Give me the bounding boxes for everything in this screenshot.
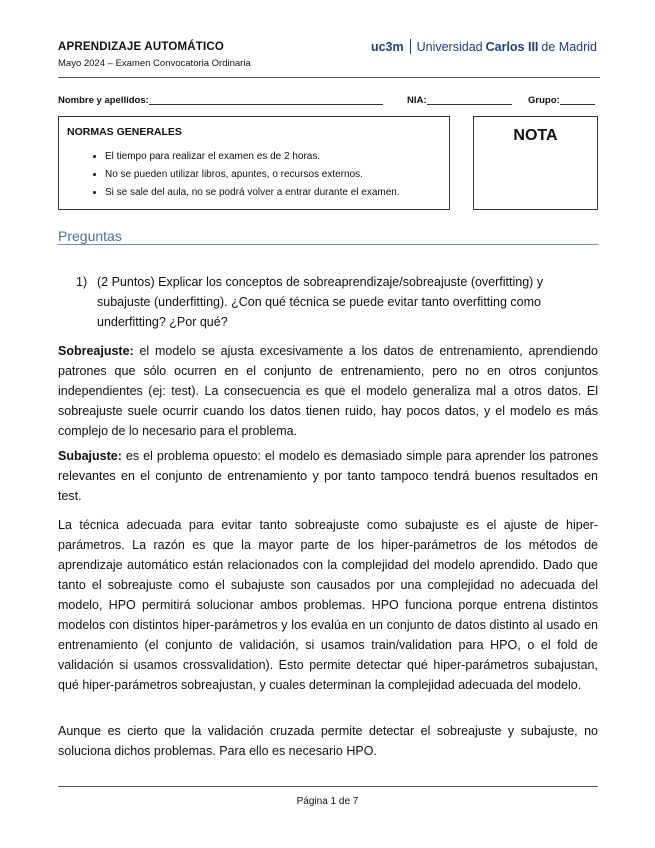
group-line: [560, 95, 595, 105]
logo-mark: uc3m: [370, 39, 404, 54]
underfitting-text: es el problema opuesto: el modelo es demasiado simple para aprender los patrones relevantes en el conjunto de entrenamiento y por tanto tampoco tendrá buenos resultados en test.: [58, 449, 598, 503]
page-number: Página 1 de 7: [296, 796, 359, 807]
general-rules-title: NORMAS GENERALES: [67, 126, 182, 138]
nia-field[interactable]: [407, 95, 427, 106]
section-divider: [58, 244, 598, 245]
name-line: [149, 95, 383, 105]
answer-paragraph-hpo: La técnica adecuada para evitar tanto sobreajuste como subajuste es el ajuste de hiper-parámetros. La razón es que la mayor parte de los hiper-parámetros de los métodos de aprendizaje automático están relacionados con la complejidad del modelo aprendido. Dado que tanto el sobreajuste como el subajuste son causados por una complejidad no adecuada del modelo, HPO permitirá solucionar ambos problemas. HPO funciona porque entrena distintos modelos con distintos hiper-parámetros y los evalúa en un conjunto de datos distinto al usado en entrenamiento (el conjunto de validación, si usamos train/validation para HPO, o el fold de validación si usamos crossvalidation). Esto permite detectar qué hiper-parámetros subajustan, qué hiper-parámetros sobreajustan, y cuales determinan la complejidad adecuada del modelo.: [58, 518, 598, 692]
section-title: Preguntas: [58, 228, 122, 244]
rule-item: • No se pueden utilizar libros, apuntes, o recursos externos.: [105, 166, 465, 184]
logo-university-bold: Carlos III: [485, 39, 539, 54]
course-title: APRENDIZAJE AUTOMÁTICO: [58, 41, 225, 53]
rule-item: • Si se sale del aula, no se podrá volver a entrar durante el examen.: [105, 184, 465, 202]
footer-divider: [58, 786, 598, 787]
question-number: 1): [76, 275, 88, 289]
name-label: Nombre y apellidos:: [58, 95, 149, 106]
question-text: (2 Puntos) Explicar los conceptos de sobreaprendizaje/sobreajuste (overfitting) y subajuste (underfitting). ¿Con qué técnica se puede evitar tanto overfitting como underfitting? ¿Por qué?: [97, 275, 544, 329]
nia-line: [427, 95, 512, 105]
grade-box: [473, 116, 598, 210]
header-divider: [58, 77, 600, 78]
nia-label: NIA:: [407, 95, 427, 106]
group-label: Grupo:: [528, 95, 560, 106]
underfitting-label: Subajuste:: [58, 449, 122, 463]
general-rules-box: [58, 116, 450, 210]
group-field[interactable]: [528, 95, 560, 106]
university-logo: [371, 39, 597, 54]
answer-paragraph-overfitting: [58, 341, 598, 441]
answer-paragraph-crossvalidation: Aunque es cierto que la validación cruzada permite detectar el sobreajuste y subajuste, no soluciona dichos problemas. Para ello es necesario HPO.: [58, 724, 598, 758]
exam-subtitle: Mayo 2024 – Examen Convocatoria Ordinaria: [58, 58, 251, 69]
logo-divider: [410, 39, 411, 54]
rule-item: • El tiempo para realizar el examen es de 2 horas.: [105, 148, 465, 166]
overfitting-label: Sobreajuste:: [58, 344, 134, 358]
name-field[interactable]: [58, 95, 149, 106]
answer-paragraph-underfitting: [58, 446, 598, 506]
question-1: [76, 272, 598, 332]
grade-title: NOTA: [513, 127, 558, 144]
logo-university-suffix: de Madrid: [541, 39, 597, 54]
overfitting-text: el modelo se ajusta excesivamente a los datos de entrenamiento, aprendiendo patrones que sólo ocurren en el conjunto de entrenamiento, pero no en otros conjuntos independientes (ej: test). La consecuencia es que el modelo generaliza mal a otros datos. El sobreajuste suele ocurrir cuando los datos tienen ruido, hay pocos datos, y el modelo es más complejo de lo necesario para el problema.: [58, 344, 598, 438]
general-rules-list: [87, 148, 465, 202]
logo-university-prefix: Universidad: [416, 39, 483, 54]
